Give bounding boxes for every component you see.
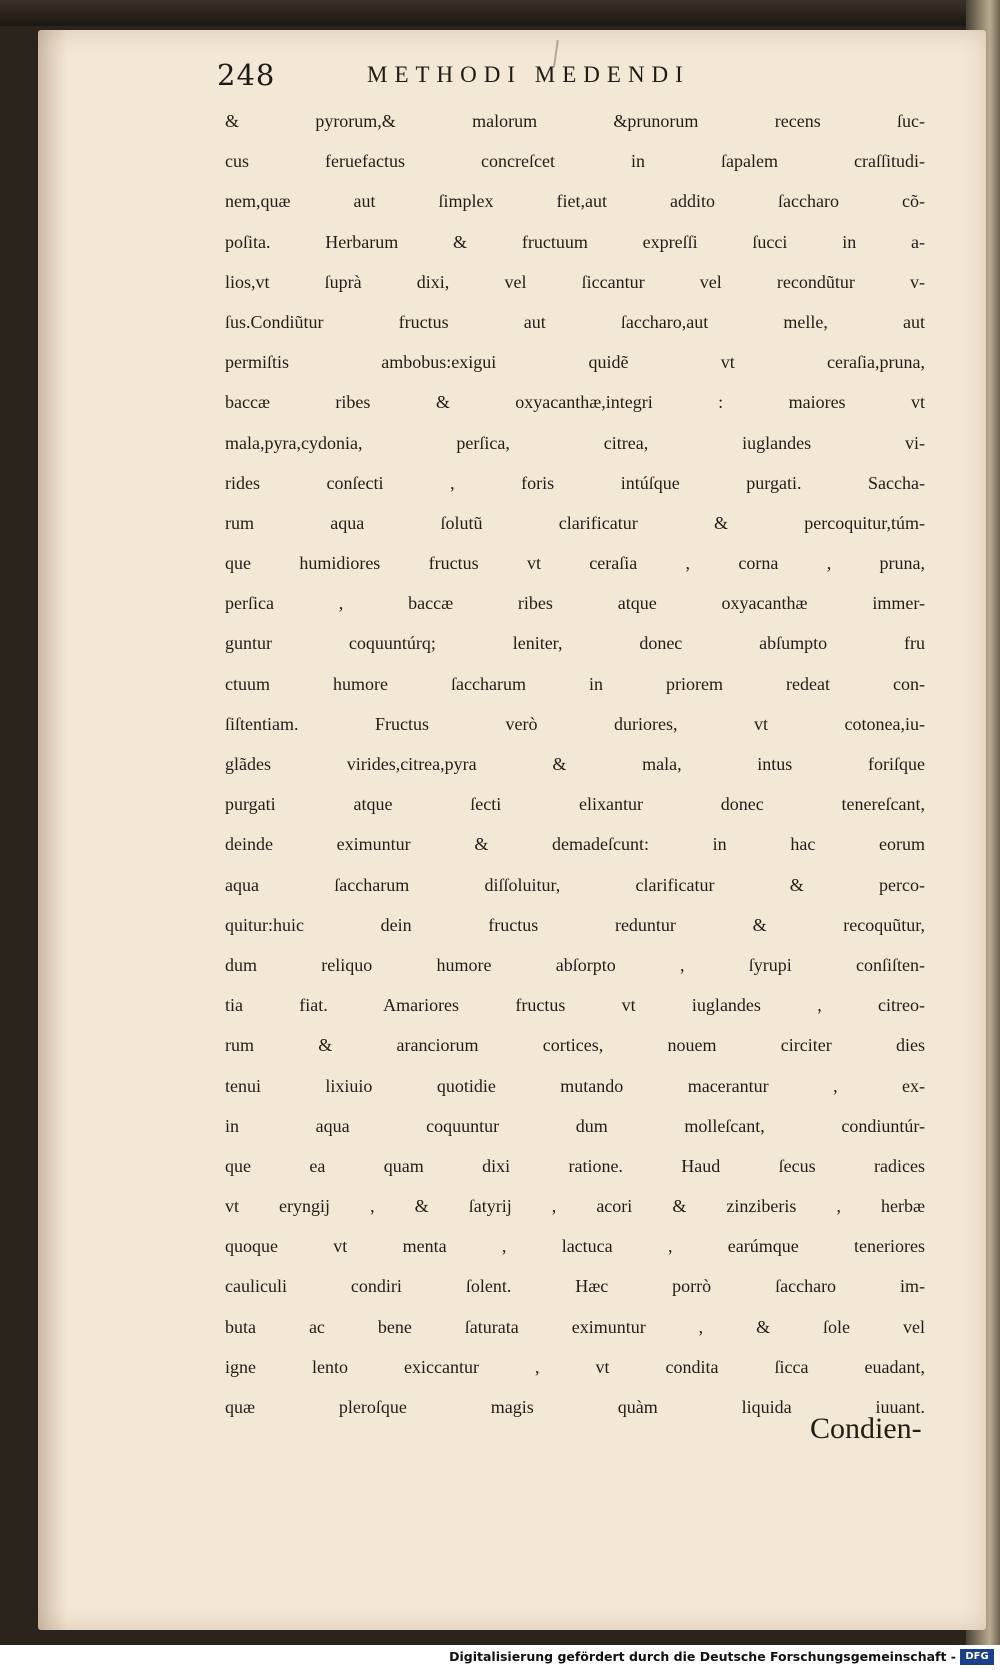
text-line: poſita. Herbarum & fructuum expreſſi ſucci in a- <box>225 231 925 252</box>
body-text <box>225 101 925 1427</box>
text-line: que ea quam dixi ratione. Haud ſecus radices <box>225 1155 925 1176</box>
text-line: ctuum humore ſaccharum in priorem redeat con- <box>225 673 925 694</box>
page-number: 248 <box>217 58 276 92</box>
text-line: nem,quæ aut ſimplex fiet,aut addito ſaccharo cõ- <box>225 191 925 212</box>
text-line: igne lento exiccantur , vt condita ſicca euadant, <box>225 1356 925 1377</box>
text-line: dum reliquo humore abſorpto , ſyrupi conſiſten- <box>225 954 925 975</box>
text-line: deinde eximuntur & demadeſcunt: in hac eorum <box>225 834 925 855</box>
text-line: perſica , baccæ ribes atque oxyacanthæ immer- <box>225 593 925 614</box>
text-line: in aqua coquuntur dum molleſcant, condiuntúr- <box>225 1115 925 1136</box>
text-line: rum aqua ſolutũ clarificatur & percoquitur,túm- <box>225 512 925 533</box>
dfg-logo-icon: DFG <box>960 1649 994 1665</box>
text-line: buta ac bene ſaturata eximuntur , & ſole vel <box>225 1316 925 1337</box>
text-line: tia fiat. Amariores fructus vt iuglandes , citreo- <box>225 995 925 1016</box>
text-line: que humidiores fructus vt ceraſia , corna , pruna, <box>225 553 925 574</box>
text-line: & pyrorum,& malorum &prunorum recens ſuc- <box>225 111 925 131</box>
text-line: purgati atque ſecti elixantur donec tenereſcant, <box>225 794 925 815</box>
text-line: quitur:huic dein fructus reduntur & recoquũtur, <box>225 914 925 935</box>
text-line: cus feruefactus concreſcet in ſapalem craſſitudi- <box>225 151 925 172</box>
catchword: Condien- <box>810 1412 922 1445</box>
text-line: glãdes virides,citrea,pyra & mala, intus foriſque <box>225 754 925 774</box>
text-line: aqua ſaccharum diſſoluitur, clarificatur & perco- <box>225 874 925 895</box>
book-top-edge <box>0 0 1000 26</box>
text-line: quoque vt menta , lactuca , earúmque teneriores <box>225 1236 925 1257</box>
text-line: tenui lixiuio quotidie mutando macerantur , ex- <box>225 1075 925 1096</box>
text-line: permiſtis ambobus:exigui quidẽ vt ceraſia,pruna, <box>225 352 925 373</box>
funding-credit: Digitalisierung gefördert durch die Deutsche Forschungsgemeinschaft - <box>449 1649 956 1664</box>
running-head: METHODI MEDENDI <box>367 62 690 87</box>
text-line: guntur coquuntúrq; leniter, donec abſumpto fru <box>225 633 925 654</box>
page-header <box>217 58 857 98</box>
text-line: rum & aranciorum cortices, nouem circiter dies <box>225 1035 925 1056</box>
text-line: mala,pyra,cydonia, perſica, citrea, iuglandes vi- <box>225 432 925 453</box>
text-line: ſiſtentiam. Fructus verò duriores, vt cotonea,iu- <box>225 713 925 734</box>
text-line: lios,vt ſuprà dixi, vel ſiccantur vel recondũtur v- <box>225 271 925 292</box>
text-line: rides conſecti , foris intúſque purgati. Saccha- <box>225 472 925 493</box>
text-line: baccæ ribes & oxyacanthæ,integri : maiores vt <box>225 392 925 413</box>
text-line: quæ pleroſque magis quàm liquida iuuant. <box>225 1397 925 1417</box>
page-gutter-shadow <box>38 30 68 1630</box>
text-line: cauliculi condiri ſolent. Hæc porrò ſaccharo im- <box>225 1276 925 1297</box>
text-line: vt eryngij , & ſatyrij , acori & zinziberis , herbæ <box>225 1196 925 1217</box>
text-line: ſus.Condiũtur fructus aut ſaccharo,aut melle, aut <box>225 311 925 332</box>
digitization-footer <box>0 1645 1000 1670</box>
